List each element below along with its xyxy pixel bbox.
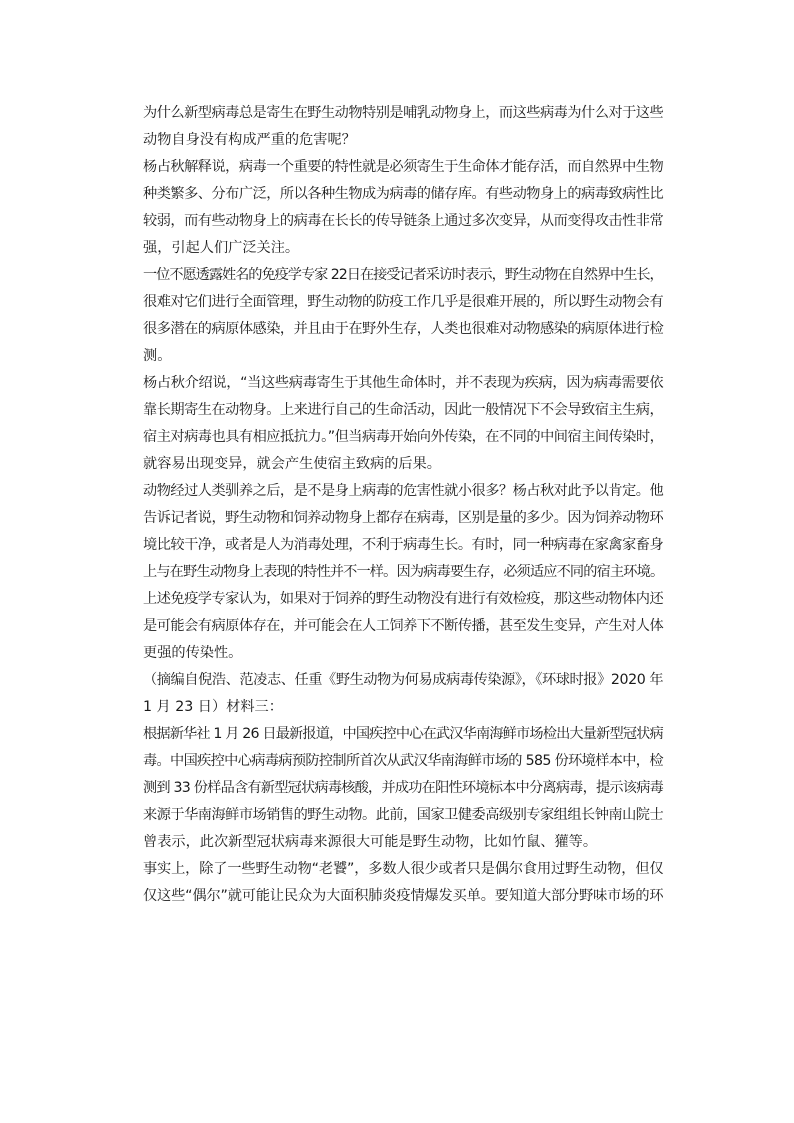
text-line: 上与在野生动物身上表现的特性并不一样。因为病毒要生存，必须适应不同的宿主环境。 xyxy=(143,564,664,580)
text-line: 更强的传染性。 xyxy=(143,645,243,661)
paragraph xyxy=(143,154,663,262)
text-line: 仅这些“偶尔”就可能让民众为大面积肺炎疫情爆发买单。要知道大部分野味市场的环 xyxy=(143,888,664,904)
text-line: 杨占秋介绍说，“当这些病毒寄生于其他生命体时，并不表现为疾病，因为病毒需要依 xyxy=(143,375,664,391)
text-line: 动物经过人类驯养之后，是不是身上病毒的危害性就小很多？杨占秋对此予以肯定。他 xyxy=(143,483,664,499)
text-line: 1 月 23 日）材料三： xyxy=(143,699,283,715)
paragraph xyxy=(143,721,663,856)
text-line: 境比较干净，或者是人为消毒处理，不利于病毒生长。有时，同一种病毒在家禽家畜身 xyxy=(143,537,664,553)
paragraph xyxy=(143,856,663,910)
text-line: 强，引起人们广泛关注。 xyxy=(143,240,300,256)
text-line: 告诉记者说，野生动物和饲养动物身上都存在病毒，区别是量的多少。因为饲养动物环 xyxy=(143,510,664,526)
paragraph xyxy=(143,667,663,721)
text-line: 来源于华南海鲜市场销售的野生动物。此前，国家卫健委高级别专家组组长钟南山院士 xyxy=(143,807,664,823)
paragraph xyxy=(143,478,663,586)
text-line: 就容易出现变异，就会产生使宿主致病的后果。 xyxy=(143,456,441,472)
text-line: 是可能会有病原体存在，并可能会在人工饲养下不断传播，甚至发生变异，产生对人体 xyxy=(143,618,664,634)
text-line: 根据新华社 1 月 26 日最新报道，中国疾控中心在武汉华南海鲜市场检出大量新型冠状病 xyxy=(143,726,663,742)
text-line: 宿主对病毒也具有相应抵抗力。”但当病毒开始向外传染，在不同的中间宿主间传染时， xyxy=(143,429,664,445)
text-line: 靠长期寄生在动物身。上来进行自己的生命活动，因此一般情况下不会导致宿主生病， xyxy=(143,402,664,418)
text-line: 较弱，而有些动物身上的病毒在长长的传导链条上通过多次变异，从而变得攻击性非常 xyxy=(143,213,664,229)
text-line: 上述免疫学专家认为，如果对于饲养的野生动物没有进行有效检疫，那这些动物体内还 xyxy=(143,591,664,607)
paragraph xyxy=(143,586,663,667)
text-line: 动物自身没有构成严重的危害呢？ xyxy=(143,132,356,148)
text-line: 曾表示，此次新型冠状病毒来源很大可能是野生动物，比如竹鼠、獾等。 xyxy=(143,834,598,850)
text-line: 很多潜在的病原体感染，并且由于在野外生存，人类也很难对动物感染的病原体进行检 xyxy=(143,321,664,337)
article-body xyxy=(143,100,663,910)
paragraph xyxy=(143,370,663,478)
text-line: 杨占秋解释说，病毒一个重要的特性就是必须寄生于生命体才能存活，而自然界中生物 xyxy=(143,159,664,175)
text-line: 测。 xyxy=(143,348,172,364)
text-line: （摘编自倪浩、范凌志、任重《野生动物为何易成病毒传染源》，《环球时报》2020 年 xyxy=(143,672,664,688)
text-line: 一位不愿透露姓名的免疫学专家 22日在接受记者采访时表示，野生动物在自然界中生长， xyxy=(143,267,663,283)
paragraph xyxy=(143,100,663,154)
text-line: 测到 33 份样品含有新型冠状病毒核酸，并成功在阳性环境标本中分离病毒，提示该病毒 xyxy=(143,780,664,796)
text-line: 毒。中国疾控中心病毒病预防控制所首次从武汉华南海鲜市场的 585 份环境样本中，检 xyxy=(143,753,663,769)
text-line: 为什么新型病毒总是寄生在野生动物特别是哺乳动物身上，而这些病毒为什么对于这些 xyxy=(143,105,664,121)
paragraph xyxy=(143,262,663,370)
text-line: 事实上，除了一些野生动物“老饕”，多数人很少或者只是偶尔食用过野生动物，但仅 xyxy=(143,861,664,877)
text-line: 很难对它们进行全面管理，野生动物的防疫工作几乎是很难开展的，所以野生动物会有 xyxy=(143,294,664,310)
text-line: 种类繁多、分布广泛，所以各种生物成为病毒的储存库。有些动物身上的病毒致病性比 xyxy=(143,186,664,202)
